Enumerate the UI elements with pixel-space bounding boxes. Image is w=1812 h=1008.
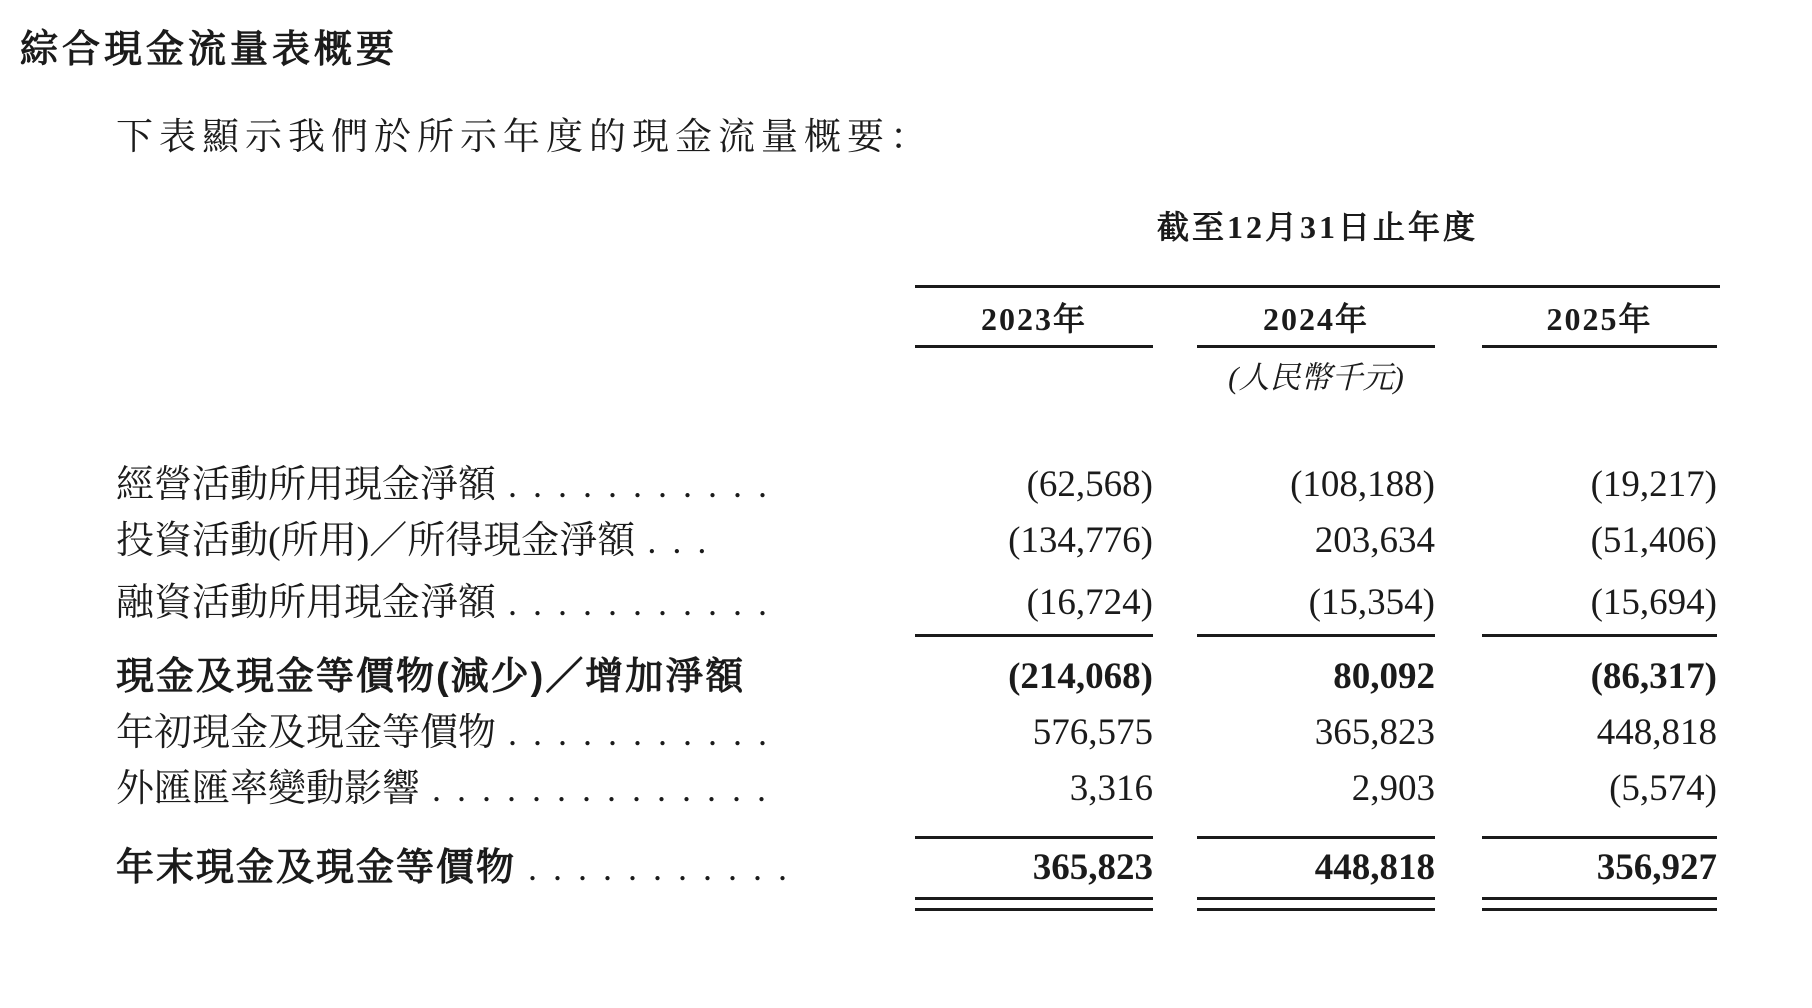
row-rule-single5-col3 xyxy=(1482,836,1717,839)
value-cell-2025年: (51,406) xyxy=(1590,520,1717,561)
row-label: 經營活動所用現金淨額 ........... xyxy=(116,464,784,506)
row-rule-double-b-col1 xyxy=(915,908,1153,911)
value-cell-2024年: 80,092 xyxy=(1333,656,1435,697)
column-header-2024: 2024年 xyxy=(1262,301,1369,337)
value-cell-2025年: (86,317) xyxy=(1590,656,1717,697)
value-cell-2023年: 365,823 xyxy=(1032,847,1153,888)
column-header-2023: 2023年 xyxy=(980,301,1087,337)
value-cell-2025年: (19,217) xyxy=(1590,464,1717,505)
row-label: 年初現金及現金等價物 ........... xyxy=(116,712,784,754)
value-cell-2024年: 448,818 xyxy=(1314,847,1435,888)
period-header-rule xyxy=(915,285,1720,288)
value-cell-2025年: 356,927 xyxy=(1596,847,1717,888)
row-label: 融資活動所用現金淨額 ........... xyxy=(116,582,784,624)
dot-leader: ........... xyxy=(508,583,784,623)
row-rule-single2-col3 xyxy=(1482,634,1717,637)
table-row xyxy=(0,580,1812,626)
row-rule-single2-col2 xyxy=(1197,634,1435,637)
row-rule-double-a-col1 xyxy=(915,897,1153,900)
page-title: 綜合現金流量表概要 xyxy=(20,29,399,71)
dot-leader: ........... xyxy=(508,465,784,505)
value-cell-2023年: (214,068) xyxy=(1008,656,1153,697)
value-cell-2023年: (134,776) xyxy=(1008,520,1153,561)
dot-leader: ........... xyxy=(528,848,804,888)
dot-leader: ........... xyxy=(508,713,784,753)
table-row xyxy=(0,845,1812,891)
currency-unit-note: (人民幣千元) xyxy=(1228,360,1404,395)
value-cell-2025年: 448,818 xyxy=(1596,712,1717,753)
row-label: 投資活動(所用)／所得現金淨額 ... xyxy=(116,520,723,562)
intro-paragraph: 下表顯示我們於所示年度的現金流量概要： xyxy=(116,117,933,158)
row-label: 年末現金及現金等價物 ........... xyxy=(116,847,804,889)
row-label: 現金及現金等價物(減少)／增加淨額 xyxy=(116,656,746,698)
table-row xyxy=(0,766,1812,812)
value-cell-2024年: 203,634 xyxy=(1314,520,1435,561)
table-row xyxy=(0,518,1812,564)
column-header-rule-1 xyxy=(915,345,1153,348)
row-rule-double-b-col2 xyxy=(1197,908,1435,911)
value-cell-2023年: (16,724) xyxy=(1026,582,1153,623)
value-cell-2024年: 2,903 xyxy=(1351,768,1435,809)
dot-leader: ... xyxy=(647,521,723,561)
row-rule-double-b-col3 xyxy=(1482,908,1717,911)
value-cell-2024年: (108,188) xyxy=(1290,464,1435,505)
dot-leader: .............. xyxy=(432,769,783,809)
value-cell-2024年: (15,354) xyxy=(1308,582,1435,623)
table-row xyxy=(0,654,1812,700)
value-cell-2023年: 3,316 xyxy=(1069,768,1153,809)
row-rule-single5-col2 xyxy=(1197,836,1435,839)
table-row xyxy=(0,462,1812,508)
table-period-header: 截至12月31日止年度 xyxy=(1156,209,1478,245)
table-row xyxy=(0,710,1812,756)
value-cell-2024年: 365,823 xyxy=(1314,712,1435,753)
row-rule-double-a-col2 xyxy=(1197,897,1435,900)
column-header-rule-2 xyxy=(1197,345,1435,348)
value-cell-2025年: (15,694) xyxy=(1590,582,1717,623)
value-cell-2023年: 576,575 xyxy=(1032,712,1153,753)
value-cell-2023年: (62,568) xyxy=(1026,464,1153,505)
row-rule-single5-col1 xyxy=(915,836,1153,839)
row-rule-double-a-col3 xyxy=(1482,897,1717,900)
column-header-rule-3 xyxy=(1482,345,1717,348)
column-header-2025: 2025年 xyxy=(1546,301,1653,337)
value-cell-2025年: (5,574) xyxy=(1609,768,1717,809)
row-label: 外匯匯率變動影響 .............. xyxy=(116,768,783,810)
row-rule-single2-col1 xyxy=(915,634,1153,637)
